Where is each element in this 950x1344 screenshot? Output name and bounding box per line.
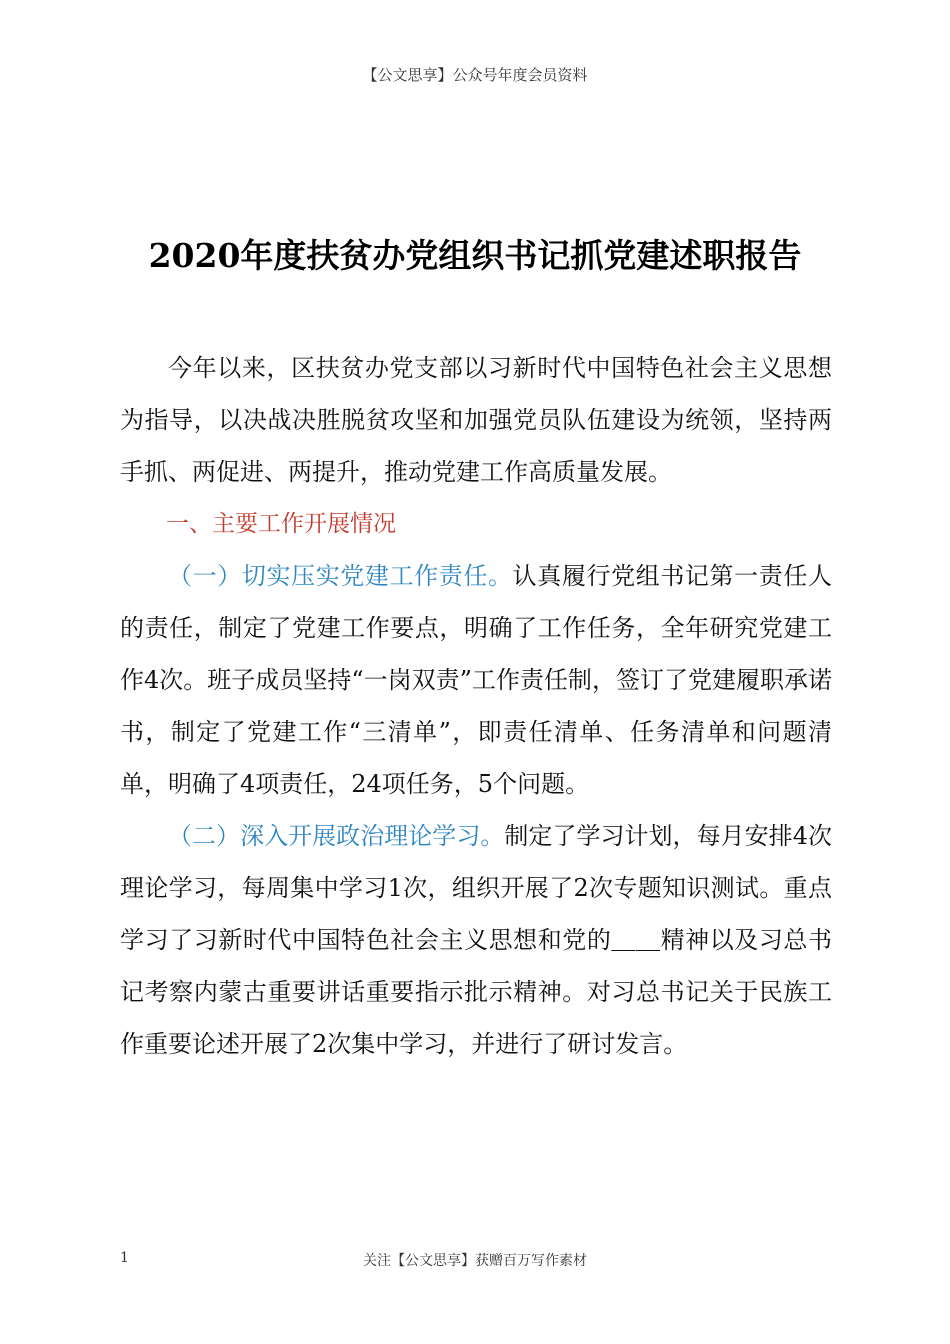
page-header: 【公文思享】公众号年度会员资料 [362, 66, 588, 84]
item-heading-2: （二）深入开展政治理论学习。 [168, 822, 505, 850]
intro-paragraph: 今年以来，区扶贫办党支部以习新时代中国特色社会主义思想为指导，以决战决胜脱贫攻坚和加强党员队伍建设为统领，坚持两手抓、两促进、两提升，推动党建工作高质量发展。 [120, 354, 832, 486]
page-footer [0, 1250, 950, 1270]
item-heading-1: （一）切实压实党建工作责任。 [168, 562, 513, 590]
item-paragraph-1 [120, 550, 832, 810]
document-title: 2020年度扶贫办党组织书记抓党建述职报告 [148, 236, 802, 275]
item-paragraph-2 [120, 810, 832, 1070]
section-heading: 一、主要工作开展情况 [166, 511, 396, 537]
page-number: 1 [120, 1250, 129, 1266]
item-text-1: 认真履行党组书记第一责任人的责任，制定了党建工作要点，明确了工作任务，全年研究党建工作4次。班子成员坚持“一岗双责”工作责任制，签订了党建履职承诺书，制定了党建工作“三清单”，即责任清单、任务清单和问题清单，明确了4项责任，24项任务，5个问题。 [120, 562, 833, 798]
document-body [120, 342, 832, 1070]
footer-text: 关注【公文思享】获赠百万写作素材 [363, 1253, 587, 1269]
item-text-2: 制定了学习计划，每月安排4次理论学习，每周集中学习1次，组织开展了2次专题知识测试。重点学习了习新时代中国特色社会主义思想和党的＿＿精神以及习总书记考察内蒙古重要讲话重要指示批示精神。对习总书记关于民族工作重要论述开展了2次集中学习，并进行了研讨发言。 [120, 822, 832, 1058]
